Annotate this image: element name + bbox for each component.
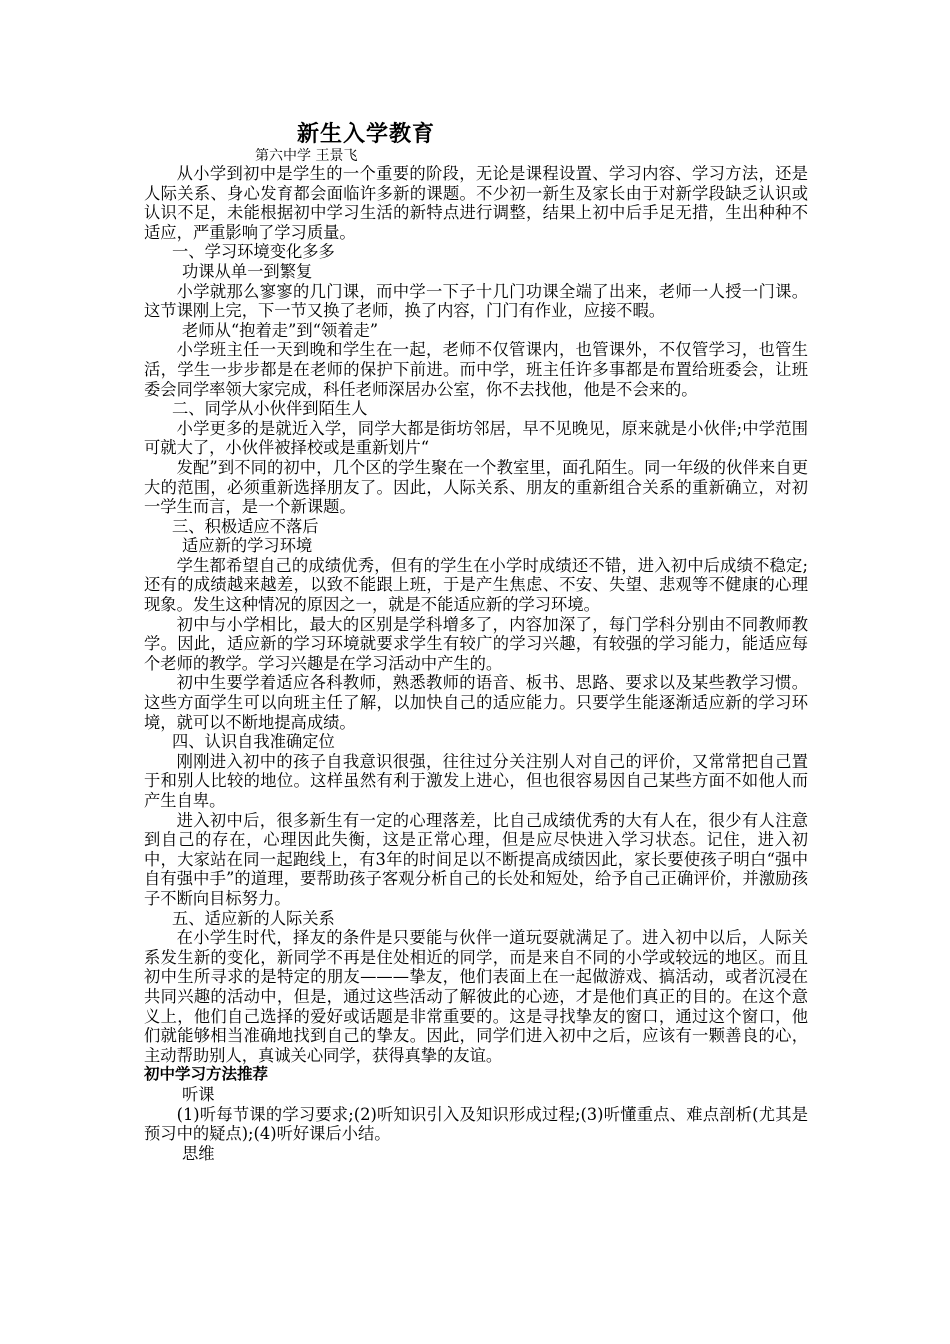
author-byline: 第六中学 王景飞 [255, 148, 358, 164]
subheading-environment: 适应新的学习环境 [182, 536, 313, 556]
subheading-thinking: 思维 [182, 1143, 215, 1163]
subheading-courses: 功课从单一到繁复 [182, 261, 313, 281]
document-title: 新生入学教育 [297, 122, 436, 147]
paragraph: 小学就那么寥寥的几门课，而中学一下子十几门功课全端了出来，老师一人授一门课。这节课刚上完，下一节又换了老师，换了内容，门门有作业，应接不暇。 [144, 281, 808, 321]
paragraph: 小学更多的是就近入学，同学大都是街坊邻居，早不见晚见，原来就是小伙伴;中学范围可就大了，小伙伴被择校或是重新划片“ [144, 418, 808, 458]
section-heading-5: 五、适应新的人际关系 [172, 908, 335, 928]
paragraph: 小学班主任一天到晚和学生在一起，老师不仅管课内，也管课外，不仅管学习，也管生活，学生一步步都是在老师的保护下前进。而中学，班主任许多事都是布置给班委会，让班委会同学率领大家完成，科任老师深居办公室，你不去找他，他是不会来的。 [144, 340, 808, 399]
subheading-teachers: 老师从“抱着走”到“领着走” [182, 320, 379, 340]
paragraph: 在小学生时代，择友的条件是只要能与伙伴一道玩耍就满足了。进入初中以后，人际关系发生新的变化，新同学不再是住处相近的同学，而是来自不同的小学或较远的地区。而且初中生所寻求的是特定的朋友———挚友，他们表面上在一起做游戏、搞活动，或者沉浸在共同兴趣的活动中，但是，通过这些活动了解彼此的心迹，才是他们真正的目的。在这个意义上，他们自己选择的爱好或话题是非常重要的。这是寻找挚友的窗口，通过这个窗口，他们就能够相当准确地找到自己的挚友。因此，同学们进入初中之后，应该有一颗善良的心，主动帮助别人，真诚关心同学，获得真挚的友谊。 [144, 928, 808, 1065]
methods-heading: 初中学习方法推荐 [144, 1065, 269, 1084]
section-heading-2: 二、同学从小伙伴到陌生人 [172, 399, 368, 419]
subheading-listening: 听课 [182, 1084, 215, 1104]
paragraph: 初中生要学着适应各科教师，熟悉教师的语音、板书、思路、要求以及某些教学习惯。这些方面学生可以向班主任了解，以加快自己的适应能力。只要学生能逐渐适应新的学习环境，就可以不断地提高成绩。 [144, 673, 808, 732]
paragraph: 发配”到不同的初中，几个区的学生聚在一个教室里，面孔陌生。同一年级的伙伴来自更大的范围，必须重新选择朋友了。因此，人际关系、朋友的重新组合关系的重新确立，对初一学生而言，是一个新课题。 [144, 457, 808, 517]
intro-paragraph: 从小学到初中是学生的一个重要的阶段，无论是课程设置、学习内容、学习方法，还是人际关系、身心发育都会面临许多新的课题。不少初一新生及家长由于对新学段缺乏认识或认识不足，未能根据初中学习生活的新特点进行调整，结果上初中后手足无措，生出种种不适应，严重影响了学习质量。 [144, 164, 808, 242]
paragraph: 进入初中后，很多新生有一定的心理落差，比自己成绩优秀的大有人在，很少有人注意到自己的存在，心理因此失衡，这是正常心理，但是应尽快进入学习状态。记住，进入初中，大家站在同一起跑线上，有3年的时间足以不断提高成绩因此，家长要使孩子明白“强中自有强中手”的道理，要帮助孩子客观分析自己的长处和短处，给予自己正确评价，并激励孩子不断向目标努力。 [144, 810, 808, 908]
paragraph: 学生都希望自己的成绩优秀，但有的学生在小学时成绩还不错，进入初中后成绩不稳定;还有的成绩越来越差，以致不能跟上班，于是产生焦虑、不安、失望、悲观等不健康的心理现象。发生这种情况的原因之一，就是不能适应新的学习环境。 [144, 555, 808, 615]
section-heading-1: 一、学习环境变化多多 [172, 242, 335, 262]
paragraph: 初中与小学相比，最大的区别是学科增多了，内容加深了，每门学科分别由不同教师教学。因此，适应新的学习环境就要求学生有较广的学习兴趣，有较强的学习能力，能适应每个老师的教学。学习兴趣是在学习活动中产生的。 [144, 614, 808, 673]
section-heading-4: 四、认识自我准确定位 [172, 732, 335, 752]
paragraph: 刚刚进入初中的孩子自我意识很强，往往过分关注别人对自己的评价，又常常把自己置于和别人比较的地位。这样虽然有利于激发上进心，但也很容易因自己某些方面不如他人而产生自卑。 [144, 751, 808, 810]
section-heading-3: 三、积极适应不落后 [172, 516, 319, 536]
paragraph: (1)听每节课的学习要求;(2)听知识引入及知识形成过程;(3)听懂重点、难点剖析(尤其是预习中的疑点);(4)听好课后小结。 [144, 1104, 808, 1144]
document-page [144, 120, 808, 1163]
